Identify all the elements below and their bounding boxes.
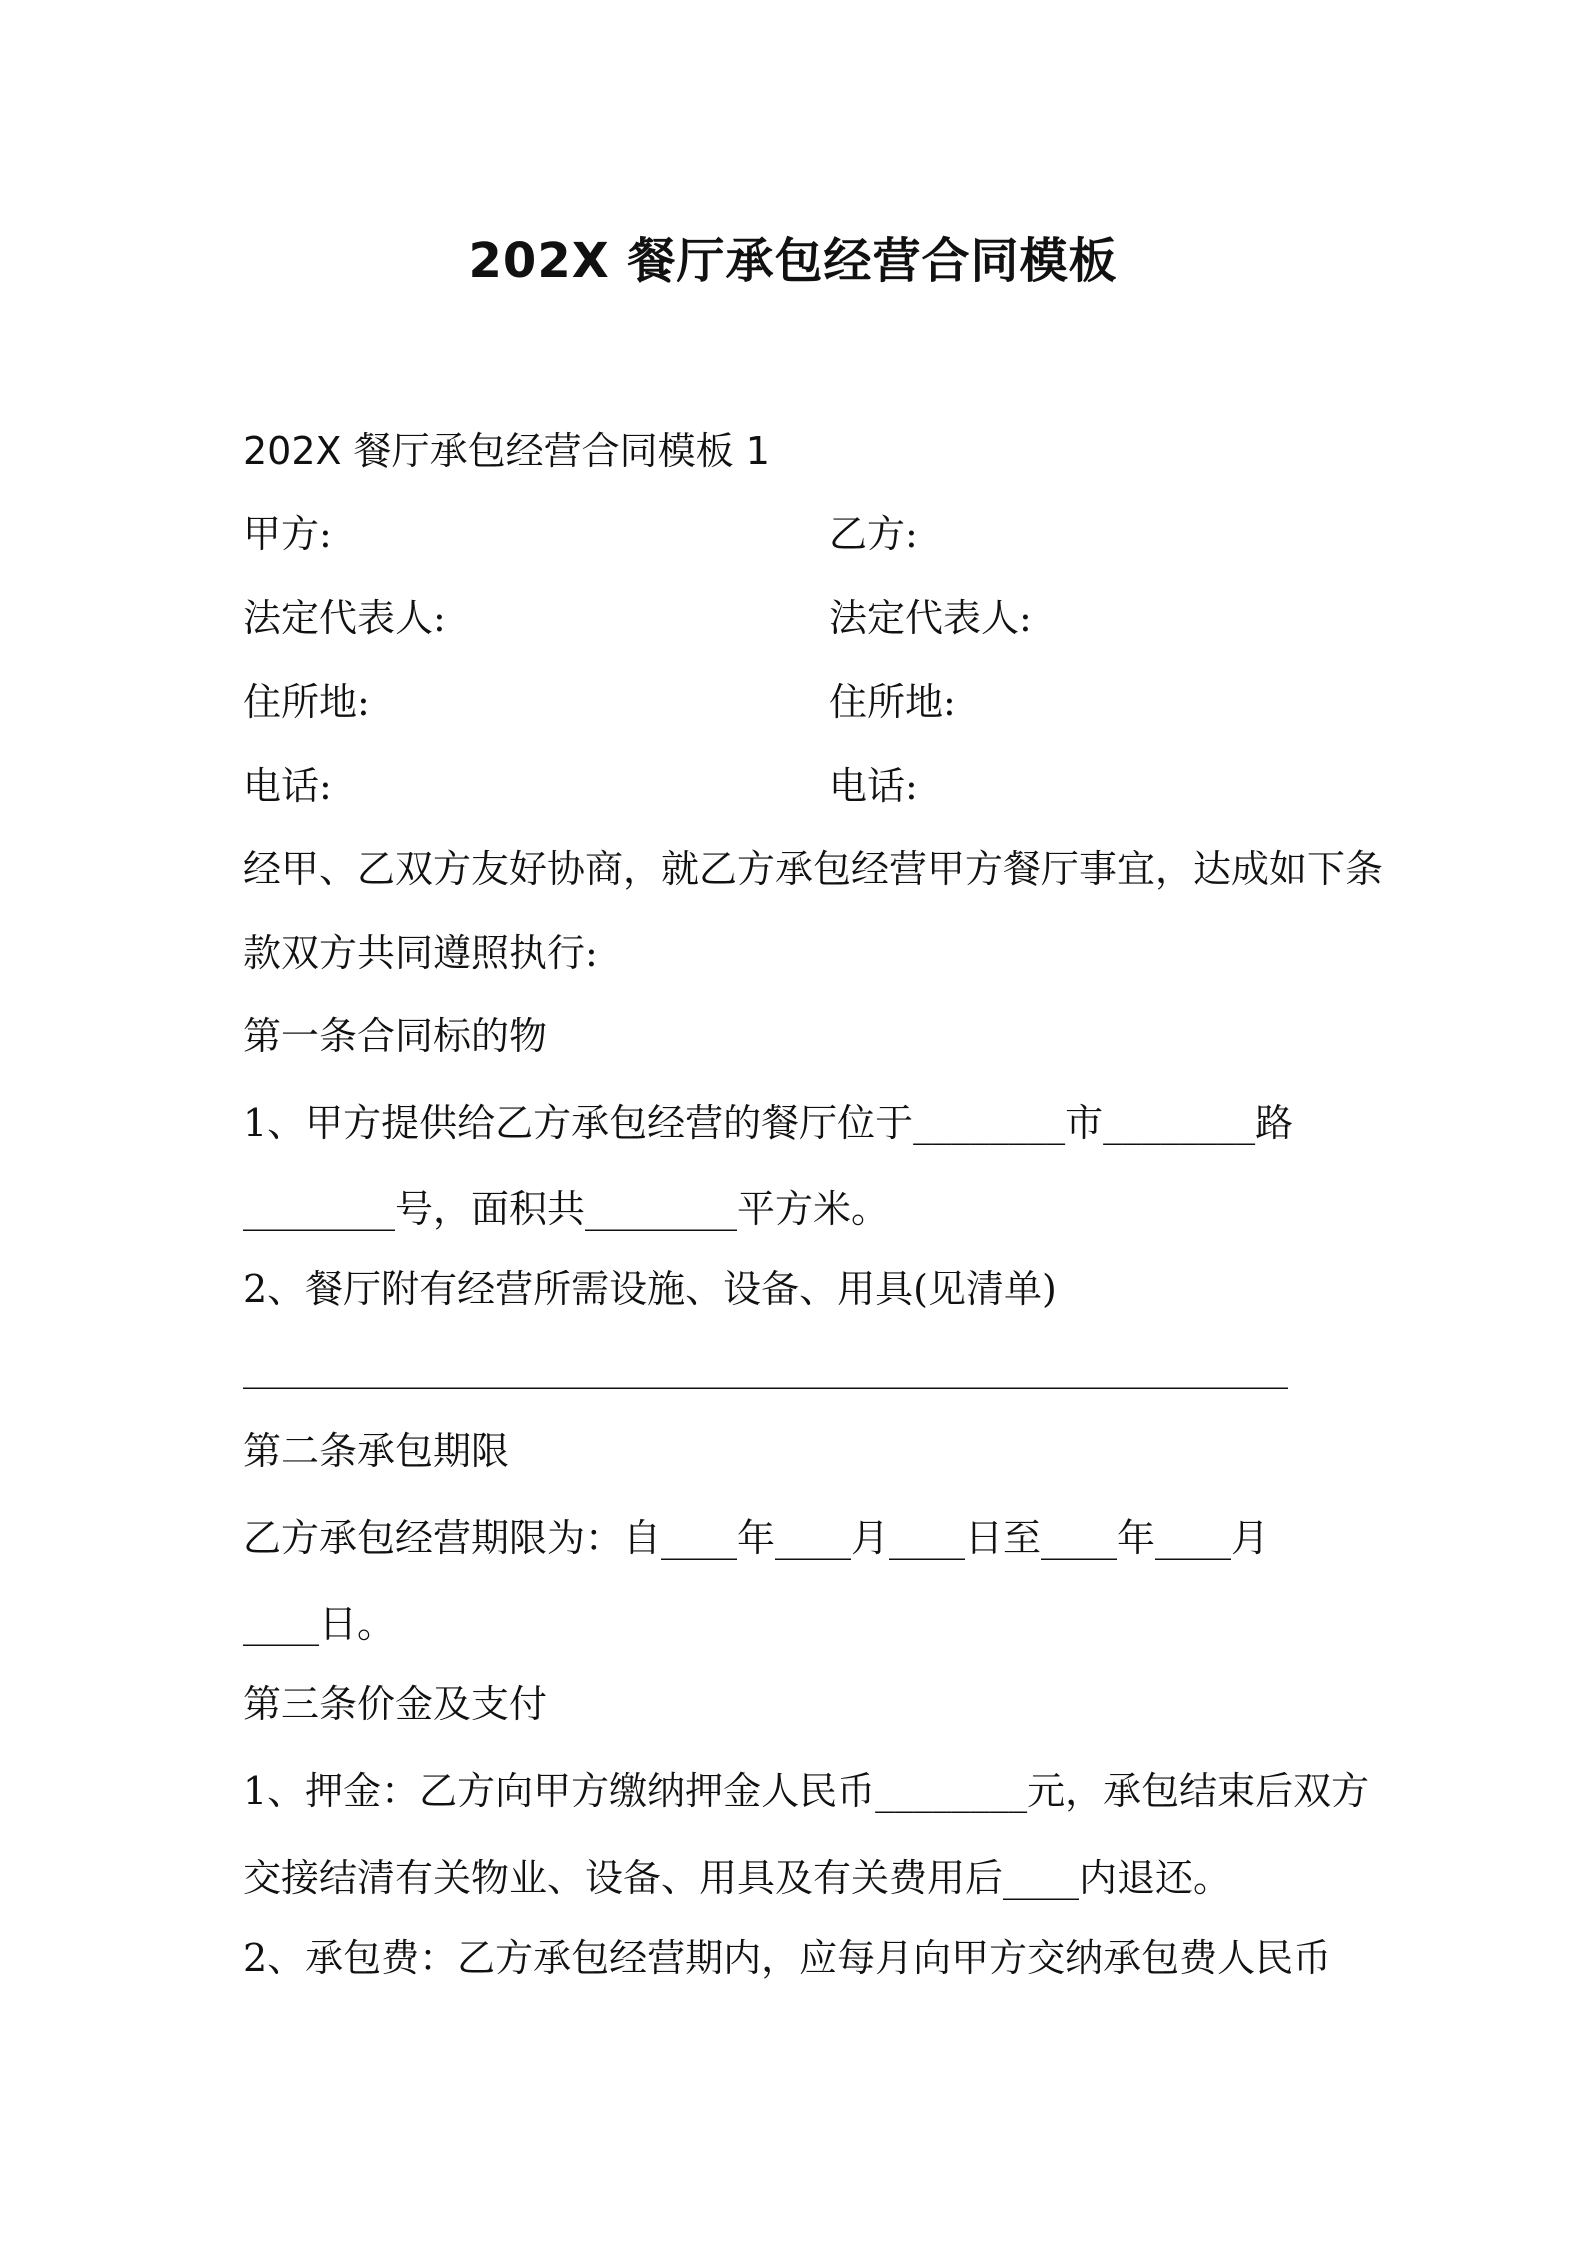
article2-text-line-1: 乙方承包经营期限为：自____年____月____日至____年____月 xyxy=(243,1516,1270,1560)
party-a-address-label: 住所地: xyxy=(243,680,370,724)
article1-item1-line-1: 1、甲方提供给乙方承包经营的餐厅位于________市________路 xyxy=(243,1101,1294,1145)
party-b-label: 乙方: xyxy=(829,512,918,556)
section-subtitle: 202X 餐厅承包经营合同模板 1 xyxy=(243,429,770,473)
article1-blank-line: _______________________________________________________ xyxy=(243,1345,1288,1389)
article3-item1-line-1: 1、押金：乙方向甲方缴纳押金人民币________元，承包结束后双方 xyxy=(243,1769,1370,1813)
intro-line-1: 经甲、乙双方友好协商，就乙方承包经营甲方餐厅事宜，达成如下条 xyxy=(243,847,1384,891)
party-b-address-label: 住所地: xyxy=(829,680,956,724)
party-b-rep-label: 法定代表人: xyxy=(829,596,1032,640)
article1-heading: 第一条合同标的物 xyxy=(243,1014,548,1058)
article1-item2: 2、餐厅附有经营所需设施、设备、用具(见清单) xyxy=(243,1267,1057,1311)
article2-heading: 第二条承包期限 xyxy=(243,1429,510,1473)
document-title: 202X 餐厅承包经营合同模板 xyxy=(468,233,1118,289)
article3-heading: 第三条价金及支付 xyxy=(243,1682,548,1726)
article1-item1-line-2: ________号，面积共________平方米。 xyxy=(243,1187,890,1231)
party-a-rep-label: 法定代表人: xyxy=(243,596,446,640)
party-b-phone-label: 电话: xyxy=(829,764,918,808)
intro-line-2: 款双方共同遵照执行: xyxy=(243,931,598,975)
article3-item1-line-2: 交接结清有关物业、设备、用具及有关费用后____内退还。 xyxy=(243,1856,1232,1900)
article3-item2: 2、承包费：乙方承包经营期内，应每月向甲方交纳承包费人民币 xyxy=(243,1936,1332,1980)
party-a-label: 甲方: xyxy=(243,512,332,556)
party-a-phone-label: 电话: xyxy=(243,764,332,808)
article2-text-line-2: ____日。 xyxy=(243,1602,396,1646)
